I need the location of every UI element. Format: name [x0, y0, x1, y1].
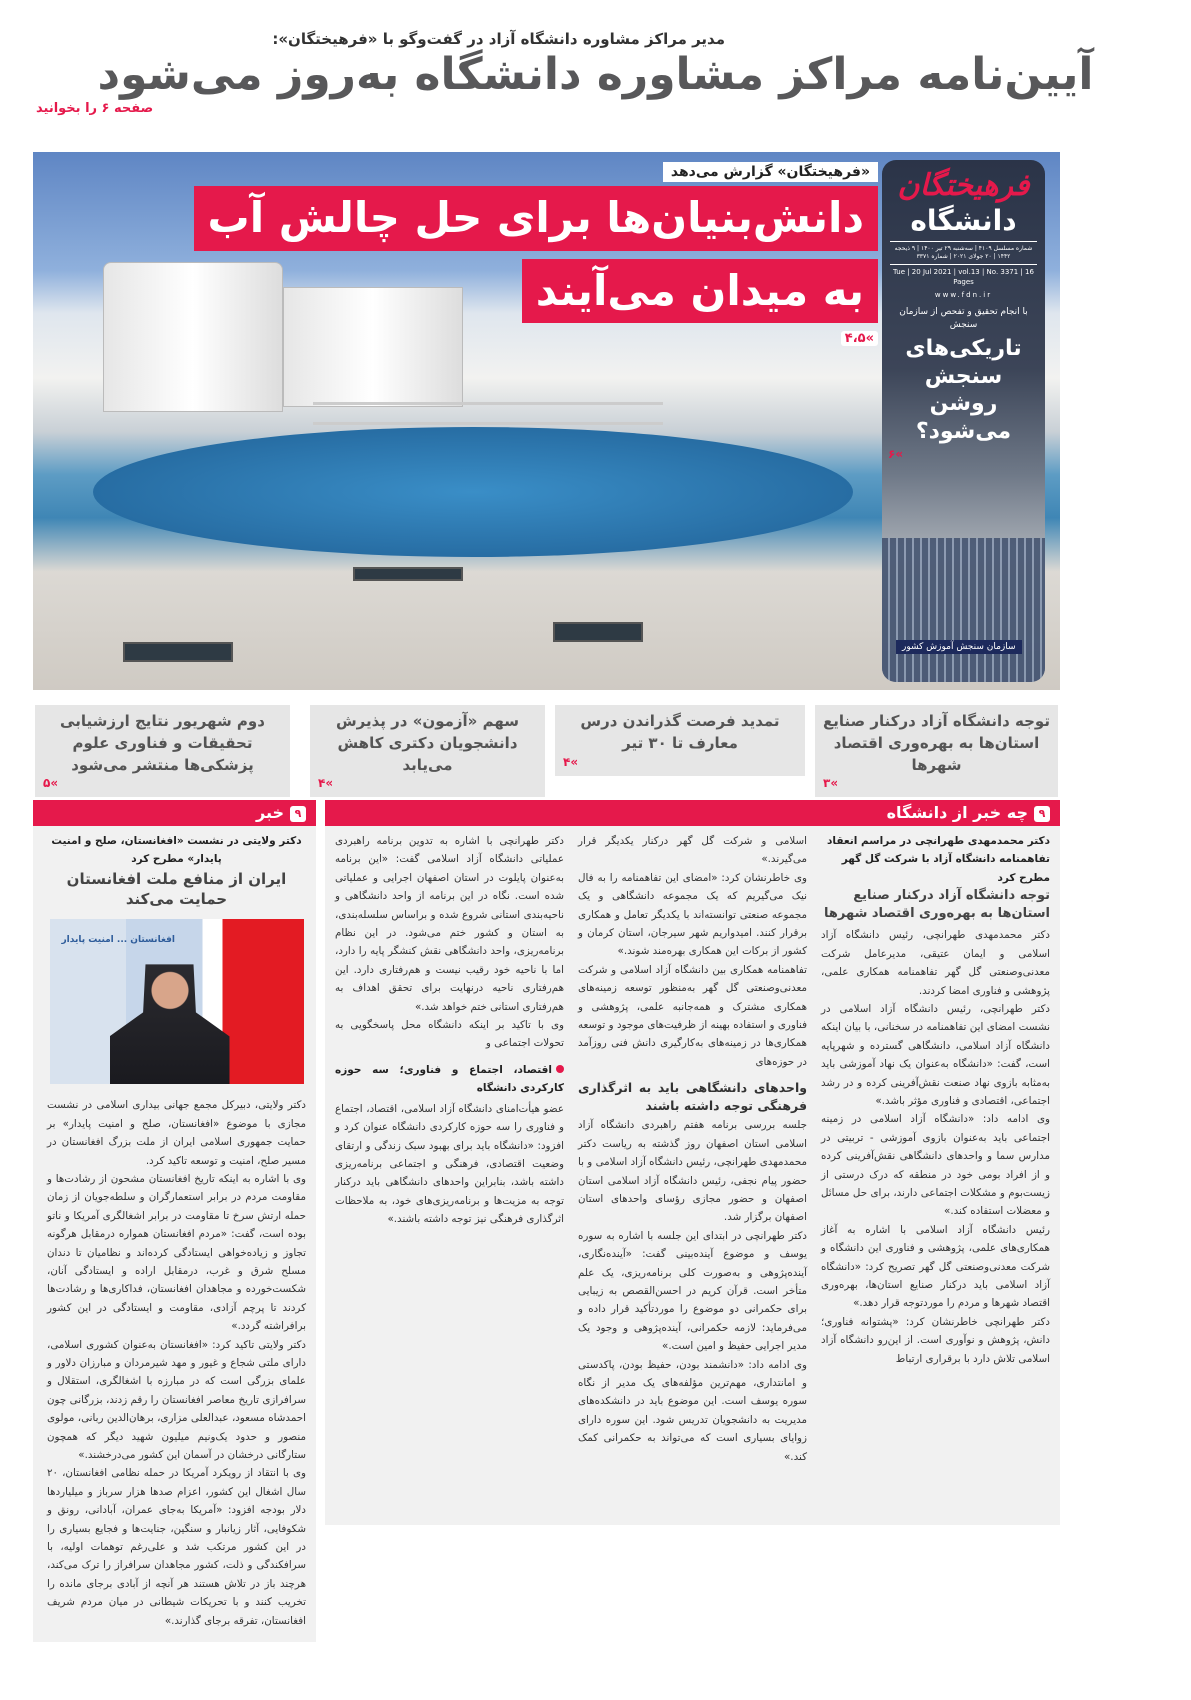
paragraph: دکتر طهرانچی خاطرنشان کرد: «پشتوانه فناوری؛ دانش، پژوهش و نوآوری است. از این‌رو دانشگاه آزاد اسلامی تلاش دارد با برقراری ارتباط — [821, 1315, 1050, 1365]
paragraph: وی ادامه داد: «دانشگاه آزاد اسلامی در زمینه اجتماعی باید به‌عنوان بازوی آموزشی - تربیتی در مدارس سما و واحدهای دانشگاهی نقش‌آفرینی کرده و از افراد بومی خود در منطقه که درک درستی از زیست‌بوم و مشکلات اجتماعی دارند، برای حل مسائل و معضلات استفاده کند.» — [821, 1113, 1050, 1218]
cover-headline[interactable]: تاریکی‌های سنجش روشن می‌شود؟ — [905, 336, 1022, 444]
paragraph: وی ادامه داد: «دانشمند بودن، حفیظ بودن، پاکدستی و امانتداری، مهم‌ترین مؤلفه‌های یک مدیر از نگاه سوره یوسف است. این موضوع باید در دانشکده‌های مدیریت به دانشجویان تدریس شود. این سوره دارای زوایای بسیاری است که می‌تواند به حکمرانی کمک کند.» — [578, 1358, 807, 1463]
page-number-badge: ۹ — [1034, 806, 1050, 822]
column-1 — [821, 832, 1050, 1466]
paragraph: جلسه بررسی برنامه هفتم راهبردی دانشگاه آزاد اسلامی استان اصفهان روز گذشته به ریاست دکتر محمدمهدی طهرانچی، رئیس دانشگاه آزاد اسلامی و با حضور پیام نجفی، رئیس دانشگاه آزاد اسلامی استان اصفهان و حضور مجازی رؤسای واحدهای استان اصفهان برگزار شد. — [578, 1119, 807, 1224]
cover-card — [882, 160, 1045, 682]
section-title: چه خبر از دانشگاه — [886, 803, 1028, 822]
masthead-logo: فرهیختگان — [897, 168, 1030, 203]
teaser-box[interactable] — [310, 705, 545, 797]
grate-image — [553, 622, 643, 642]
subheading: واحدهای دانشگاهی باید به اثرگذاری فرهنگی توجه داشته باشند — [578, 1080, 807, 1113]
paragraph: دکتر طهرانچی در ابتدای این جلسه با اشاره به سوره یوسف و موضوع آینده‌بینی گفت: «آینده‌نگاری، آینده‌پژوهی و به‌صورت کلی برنامه‌ریزی، یک علم متأخر است. قرآن کریم در احسن‌القصص به زیبایی برای حکمرانی دو موضوع را موردتأکید قرار داده و می‌فرماید: لازمه حکمرانی، آینده‌پژوهی و وجود یک مدیر اجرایی حفیظ و امین است.» — [578, 1229, 807, 1353]
photo-caption: افغانستان ... امنیت پایدار — [61, 935, 176, 946]
top-kicker: مدیر مراکز مشاوره دانشگاه آزاد در گفت‌وگو با «فرهیختگان»: — [272, 30, 725, 48]
bridge-rail — [313, 402, 663, 405]
paragraph: دکتر محمدمهدی طهرانچی، رئیس دانشگاه آزاد اسلامی و ایمان عتیقی، مدیرعامل شرکت معدنی‌وصنعتی گل گهر تفاهمنامه همکاری علمی، پژوهشی و فناوری امضا کردند. — [821, 929, 1050, 997]
teaser-page-ref[interactable]: »۵ — [43, 776, 59, 791]
building-image — [882, 538, 1045, 682]
cover-kicker: با انجام تحقیق و تفحص از سازمان سنجش — [899, 306, 1028, 330]
grate-image — [123, 642, 233, 662]
article-kicker: دکتر محمدمهدی طهرانچی در مراسم انعقاد تفاهمنامه دانشگاه آزاد با شرکت گل گهر مطرح کرد — [827, 835, 1050, 884]
section-title: خبر — [255, 803, 284, 822]
teaser-page-ref[interactable]: »۴ — [318, 776, 334, 791]
issue-date-en: Tue | 20 Jul 2021 | vol.13 | No. 3371 | 16 Pages — [893, 268, 1034, 287]
university-section-header — [325, 800, 1060, 826]
paragraph: دکتر طهرانچی با اشاره به تدوین برنامه راهبردی عملیاتی دانشگاه آزاد اسلامی گفت: «این برنامه به‌عنوان پایلوت در استان اصفهان اجرایی و عملیاتی شده است. نگاه در این برنامه از واحد دانشگاهی و ناحیه‌بندی استانی شروع شده و براساس سلسله‌بندی، به استان و کشور ختم می‌شود. در این نظام برنامه‌ریزی، واحد دانشگاهی نقش کنشگر پایه را دارد، اما با ناحیه خود رقیب نیست و هم‌رفتاری دارد. این هم‌رفتاری ناحیه درنهایت برای تحقق اهداف به هم‌رفتاری استانی ختم خواهد شد.» — [335, 835, 564, 1013]
news-section-header — [33, 800, 316, 826]
hero-headline-line2[interactable]: به میدان می‌آیند — [522, 259, 878, 324]
divider — [890, 264, 1037, 265]
article-headline[interactable]: توجه دانشگاه آزاد درکنار صنایع استان‌ها به بهره‌وری اقتصاد شهرها — [824, 888, 1050, 921]
building-sign: سازمان سنجش آموزش کشور — [896, 640, 1022, 654]
university-news-panel — [325, 800, 1060, 1525]
paragraph: دکتر ولایتی، دبیرکل مجمع جهانی بیداری اسلامی در نشست مجازی با موضوع «افغانستان، صلح و امنیت پایدار» بر حمایت جمهوری اسلامی ایران از ملت بزرگ افغانستان در مسیر صلح، امنیت و توسعه تاکید کرد. — [47, 1099, 306, 1167]
teaser-title: تمدید فرصت گذراندن درس معارف تا ۳۰ تیر — [580, 712, 780, 752]
teaser-title: سهم «آزمون» در پذیرش دانشجویان دکتری کاهش می‌یابد — [335, 712, 520, 774]
column-2 — [578, 832, 807, 1466]
page-number-badge: ۹ — [290, 806, 306, 822]
cover-content — [888, 168, 1039, 461]
paragraph: رئیس دانشگاه آزاد اسلامی با اشاره به آغاز همکاری‌های علمی، پژوهشی و فناوری این دانشگاه و شرکت معدنی‌وصنعتی گل گهر تصریح کرد: «دانشگاه آزاد اسلامی باید درکنار صنایع استان‌ها، بهره‌وری اقتصاد شهرها و مردم را موردتوجه قرار دهد.» — [821, 1223, 1050, 1310]
article-kicker: دکتر ولایتی در نشست «افغانستان، صلح و امنیت پایدار» مطرح کرد — [51, 835, 302, 866]
news-panel — [33, 800, 316, 1642]
hero-headline — [118, 186, 878, 346]
paragraph: تفاهمنامه همکاری بین دانشگاه آزاد اسلامی و شرکت معدنی‌وصنعتی گل گهر به‌منظور توسعه زمینه‌های همکاری مشترک و همه‌جانبه علمی، پژوهشی و فناوری و استفاده بهینه از ظرفیت‌های موجود و توسعه همکاری‌ها در زمینه‌های به‌کارگیری دانش فنی روزآمد در حوزه‌های — [578, 963, 807, 1068]
pool-image — [93, 427, 853, 557]
paragraph: دکتر طهرانچی، رئیس دانشگاه آزاد اسلامی در نشست امضای این تفاهمنامه در سخنانی، با بیان اینکه دانشگاه آزاد اسلامی، دانشگاهی گسترده و شهرپایه است، گفت: «دانشگاه به‌عنوان یک نهاد آموزشی باید به‌مثابه بازوی نهاد صنعت نقش‌آفرینی کرده و در رشد اجتماعی، اقتصادی و فناوری مؤثر باشد.» — [821, 1002, 1050, 1107]
paragraph: وی با تاکید بر اینکه دانشگاه محل پاسخگویی به تحولات اجتماعی و — [335, 1019, 564, 1050]
paragraph: وی با اشاره به اینکه تاریخ افغانستان مشحون از رشادت‌ها و مقاومت مردم در برابر استعمارگران و سلطه‌جویان از زمان حمله ارتش سرخ تا مقاومت در برابر اشغالگری آمریکا و ناتو بوده است، گفت: «مردم افغانستان همواره درمقابل هرگونه تجاوز و زیاده‌خواهی ایستادگی کرده‌اند و نظامیان تا دندان مسلح شرق و غرب، درمقابل اراده و ایستادگی آنان، شکست‌خورده و مجاهدان افغانستان، فداکاری‌ها و رشادت‌ها کردند تا پرچم آزادی، مقاومت و ایستادگی در این کشور برافراشته گردد.» — [47, 1172, 306, 1333]
divider — [890, 241, 1037, 242]
hero-kicker: «فرهیختگان» گزارش می‌دهد — [663, 162, 878, 182]
news-column — [47, 832, 306, 1630]
teaser-title: دوم شهریور نتایج ارزشیابی تحقیقات و فناوری علوم پزشکی‌ها منتشر می‌شود — [60, 712, 265, 774]
teaser-box[interactable] — [35, 705, 290, 797]
cover-page-ref[interactable]: »۶ — [888, 447, 904, 462]
grate-image — [353, 567, 463, 581]
paragraph: اسلامی و شرکت گل گهر درکنار یکدیگر قرار می‌گیرند.» — [578, 835, 807, 866]
paragraph: وی با انتقاد از رویکرد آمریکا در حمله نظامی افغانستان، ۲۰ سال اشغال این کشور، اعزام صدها هزار سرباز و میلیاردها دلار بودجه افزود: «آمریکا به‌جای عمران، آبادانی، رونق و شکوفایی، آثار زیانبار و سنگین، جنایت‌ها و فجایع بسیاری را در این کشور مرتکب شد و علی‌رغم توهمات اولیه، با سرافکندگی و ذلت، کشور مجاهدان سرافراز را ترک می‌کند، هرچند باز در تلاش هستند هر آنچه از آبادی برجای مانده را تخریب کنند و با تحریکات شیطانی در میان مردم شریف افغانستان، تفرقه برجای گذارند.» — [47, 1467, 306, 1627]
paragraph: دکتر ولایتی تاکید کرد: «افغانستان به‌عنوان کشوری اسلامی، دارای ملتی شجاع و غیور و مهد شیرمردان و مبارزان دلاور و علمای بزرگی است که در مبارزه با اشغالگری، استقلال و سرافرازی تاریخ معاصر افغانستان را رقم زدند، بزرگانی چون احمدشاه مسعود، عبدالعلی مزاری، برهان‌الدین ربانی، مولوی منصور و حدود یک‌ونیم میلیون شهید دیگر که همچون ستارگانی درخشان در آسمان این کشور می‌درخشند.» — [47, 1338, 306, 1462]
article-photo — [50, 919, 304, 1084]
hero-photo[interactable] — [33, 152, 1060, 690]
teaser-title: توجه دانشگاه آزاد درکنار صنایع استان‌ها به بهره‌وری اقتصاد شهرها — [823, 712, 1050, 774]
paragraph: عضو هیأت‌امنای دانشگاه آزاد اسلامی، اقتصاد، اجتماع و فناوری را سه حوزه کارکردی دانشگاه عنوان کرد و افزود: «دانشگاه باید برای بهبود سبک زندگی و ارتقای وضعیت اقتصادی، فرهنگی و اجتماعی برنامه‌ریزی داشته باشد، بنابراین واحدهای دانشگاهی باید درکنار توجه به مزیت‌ها و برنامه‌ریزی‌های خود، به ملاحظات اثرگذاری فرهنگی نیز توجه داشته باشند.» — [335, 1102, 564, 1226]
hero-headline-line1[interactable]: دانش‌بنیان‌ها برای حل چالش آب — [194, 186, 878, 251]
hero-page-ref[interactable]: »۴،۵ — [841, 331, 878, 346]
article-headline[interactable]: ایران از منافع ملت افغانستان حمایت می‌کند — [66, 869, 287, 909]
top-story — [30, 30, 1161, 116]
website-url[interactable]: www.fdn.ir — [934, 290, 993, 299]
read-more-link[interactable]: صفحه ۶ را بخوانید — [36, 100, 154, 116]
teaser-box[interactable] — [815, 705, 1058, 797]
teaser-box[interactable] — [555, 705, 805, 776]
paragraph: وی خاطرنشان کرد: «امضای این تفاهمنامه را به فال نیک می‌گیریم که یک مجموعه دانشگاهی و یک مجموعه صنعتی توانسته‌اند با یکدیگر تعامل و همکاری برقرار کنند. امیدواریم شهر سیرجان، استان کرمان و کشور از برکات این همکاری بهره‌مند شوند.» — [578, 871, 807, 958]
bridge-rail — [313, 422, 663, 425]
column-3 — [335, 832, 564, 1466]
person-image — [110, 964, 230, 1084]
subheading: اقتصاد، اجتماع و فناوری؛ سه حوزه کارکردی دانشگاه — [335, 1061, 564, 1098]
teaser-page-ref[interactable]: »۳ — [823, 776, 839, 791]
issue-date-fa: شماره مسلسل ۴۱۰۹ | سه‌شنبه ۲۹ تیر ۱۴۰۰ | ۹ ذیحجه ۱۴۴۲ | ۲۰ جولای ۲۰۲۱ | شماره ۳۳۷۱ — [894, 244, 1033, 260]
main-headline[interactable]: آیین‌نامه مراکز مشاوره دانشگاه به‌روز می‌شود — [97, 49, 1094, 100]
teaser-page-ref[interactable]: »۴ — [563, 754, 579, 769]
masthead-subtitle: دانشگاه — [910, 204, 1017, 237]
